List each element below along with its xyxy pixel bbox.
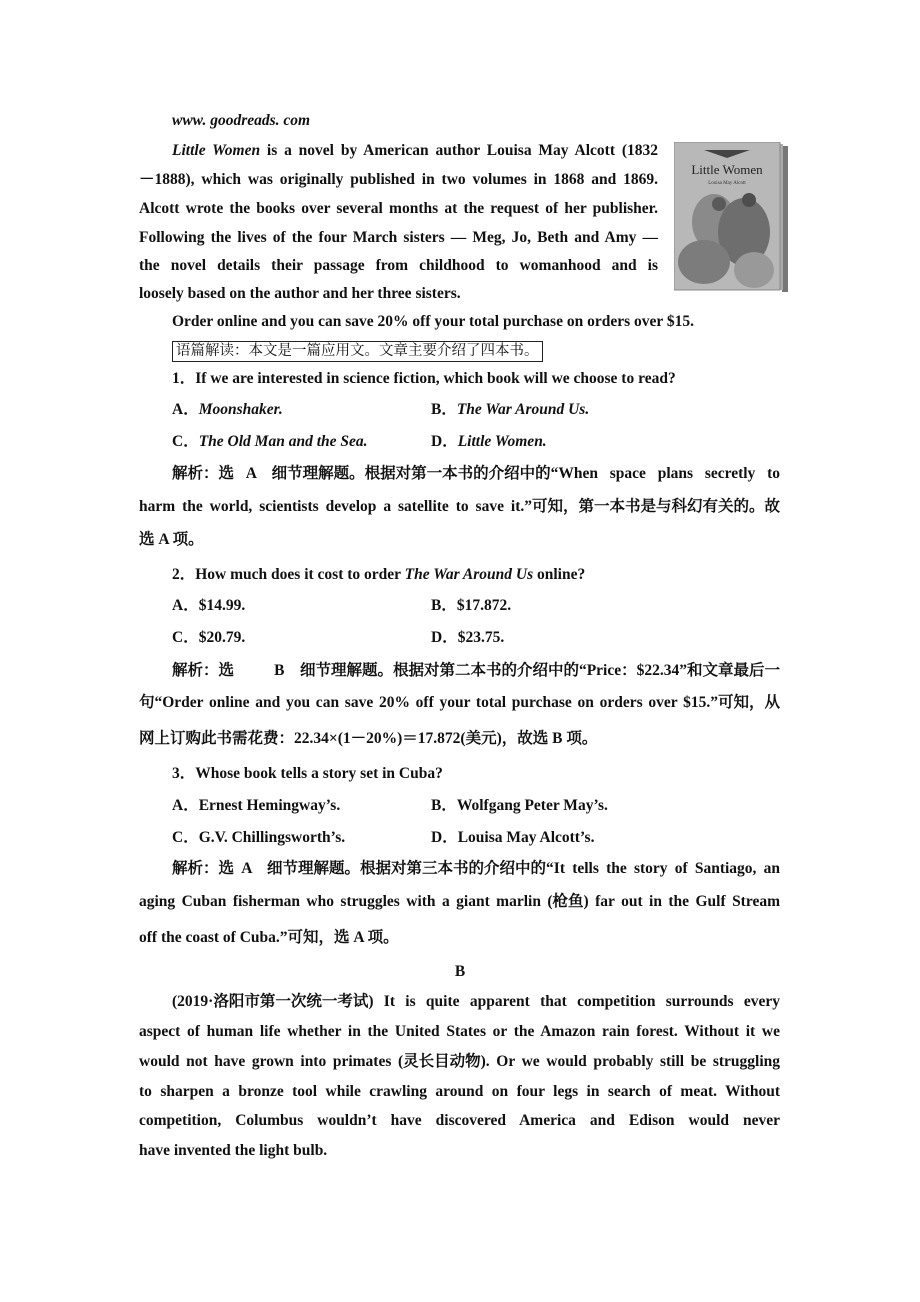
option-b: B．Wolfgang Peter May’s. <box>431 797 608 814</box>
option-d: D．$23.75. <box>431 629 505 646</box>
option-a: A．$14.99. <box>172 597 246 614</box>
text: 2．How much does it cost to order <box>172 566 405 583</box>
option-c: C．$20.79. <box>172 629 246 646</box>
passage-line: Following the lives of the four March sisters — Meg, Jo, Beth and Amy — <box>139 229 658 246</box>
passage-line: aspect of human life whether in the United States or the Amazon rain forest. Without it we <box>139 1023 780 1040</box>
explanation-line: 选 A 项。 <box>139 531 204 548</box>
label: A． <box>172 401 199 418</box>
passage-line: would not have grown into primates (灵长目动物). Or we would probably still be struggling <box>139 1053 780 1070</box>
book-title: Little Women <box>172 142 261 159</box>
passage-line: loosely based on the author and her three sisters. <box>139 285 461 302</box>
passage-line: to sharpen a bronze tool while crawling around on four legs in search of meat. Without <box>139 1083 780 1100</box>
text: Little Women. <box>457 433 547 450</box>
explanation-line: 解析：选 A 细节理解题。根据对第三本书的介绍中的“It tells the story of Santiago, an <box>172 860 780 877</box>
explanation-line: off the coast of Cuba.”可知，选 A 项。 <box>139 929 399 946</box>
option-a: A．Ernest Hemingway’s. <box>172 797 341 814</box>
explanation-line: 解析：选 B 细节理解题。根据对第二本书的介绍中的“Price：$22.34”和文章最后一 <box>172 662 780 679</box>
explanation-line: 解析：选 A 细节理解题。根据对第一本书的介绍中的“When space plans secretly to <box>172 465 780 482</box>
option-a <box>172 399 283 421</box>
book-cover-image <box>674 142 791 292</box>
explanation-line: aging Cuban fisherman who struggles with a giant marlin (枪鱼) far out in the Gulf Stream <box>139 893 780 910</box>
option-b <box>431 399 589 421</box>
text: The Old Man and the Sea. <box>198 433 368 450</box>
passage-line: the novel details their passage from childhood to womanhood and is <box>139 257 658 274</box>
option-b: B．$17.872. <box>431 597 512 614</box>
summary-box: 语篇解读：本文是一篇应用文。文章主要介绍了四本书。 <box>172 341 543 362</box>
passage-line <box>172 140 659 162</box>
explanation-line: 网上订购此书需花费：22.34×(1－20%)＝17.872(美元)，故选 B 项。 <box>139 730 598 747</box>
passage-line: (2019·洛阳市第一次统一考试) It is quite apparent that competition surrounds every <box>172 993 780 1010</box>
label: B． <box>431 401 457 418</box>
label: C． <box>172 433 199 450</box>
question-1: 1．If we are interested in science fiction, which book will we choose to read? <box>172 370 676 387</box>
explanation-line: 句“Order online and you can save 20% off your total purchase on orders over $15.”可知，从 <box>139 694 780 711</box>
question-2 <box>172 564 781 586</box>
text: Moonshaker. <box>198 401 283 418</box>
source-text: www. goodreads. com <box>172 112 311 129</box>
label: D． <box>431 433 458 450</box>
source-url <box>172 110 781 132</box>
cover-title: Little Women <box>691 162 763 177</box>
book-title: The War Around Us <box>404 566 534 583</box>
option-d: D．Louisa May Alcott’s. <box>431 829 595 846</box>
text: The War Around Us. <box>456 401 590 418</box>
section-heading: B <box>454 963 466 980</box>
cover-author: Louisa May Alcott <box>708 181 746 186</box>
order-note: Order online and you can save 20% off your total purchase on orders over $15. <box>172 313 694 330</box>
option-c <box>172 431 368 453</box>
passage-line: －1888), which was originally published in two volumes in 1868 and 1869. <box>139 171 658 188</box>
text: is a novel by American author Louisa May Alcott (1832 <box>260 142 658 159</box>
explanation-line: harm the world, scientists develop a satellite to save it.”可知，第一本书是与科幻有关的。故 <box>139 498 780 515</box>
passage-line: have invented the light bulb. <box>139 1142 328 1159</box>
question-3: 3．Whose book tells a story set in Cuba? <box>172 765 443 782</box>
option-d <box>431 431 547 453</box>
passage-line: competition, Columbus wouldn’t have discovered America and Edison would never <box>139 1112 780 1129</box>
option-c: C．G.V. Chillingsworth’s. <box>172 829 346 846</box>
text: online? <box>533 566 586 583</box>
passage-line: Alcott wrote the books over several months at the request of her publisher. <box>139 200 658 217</box>
